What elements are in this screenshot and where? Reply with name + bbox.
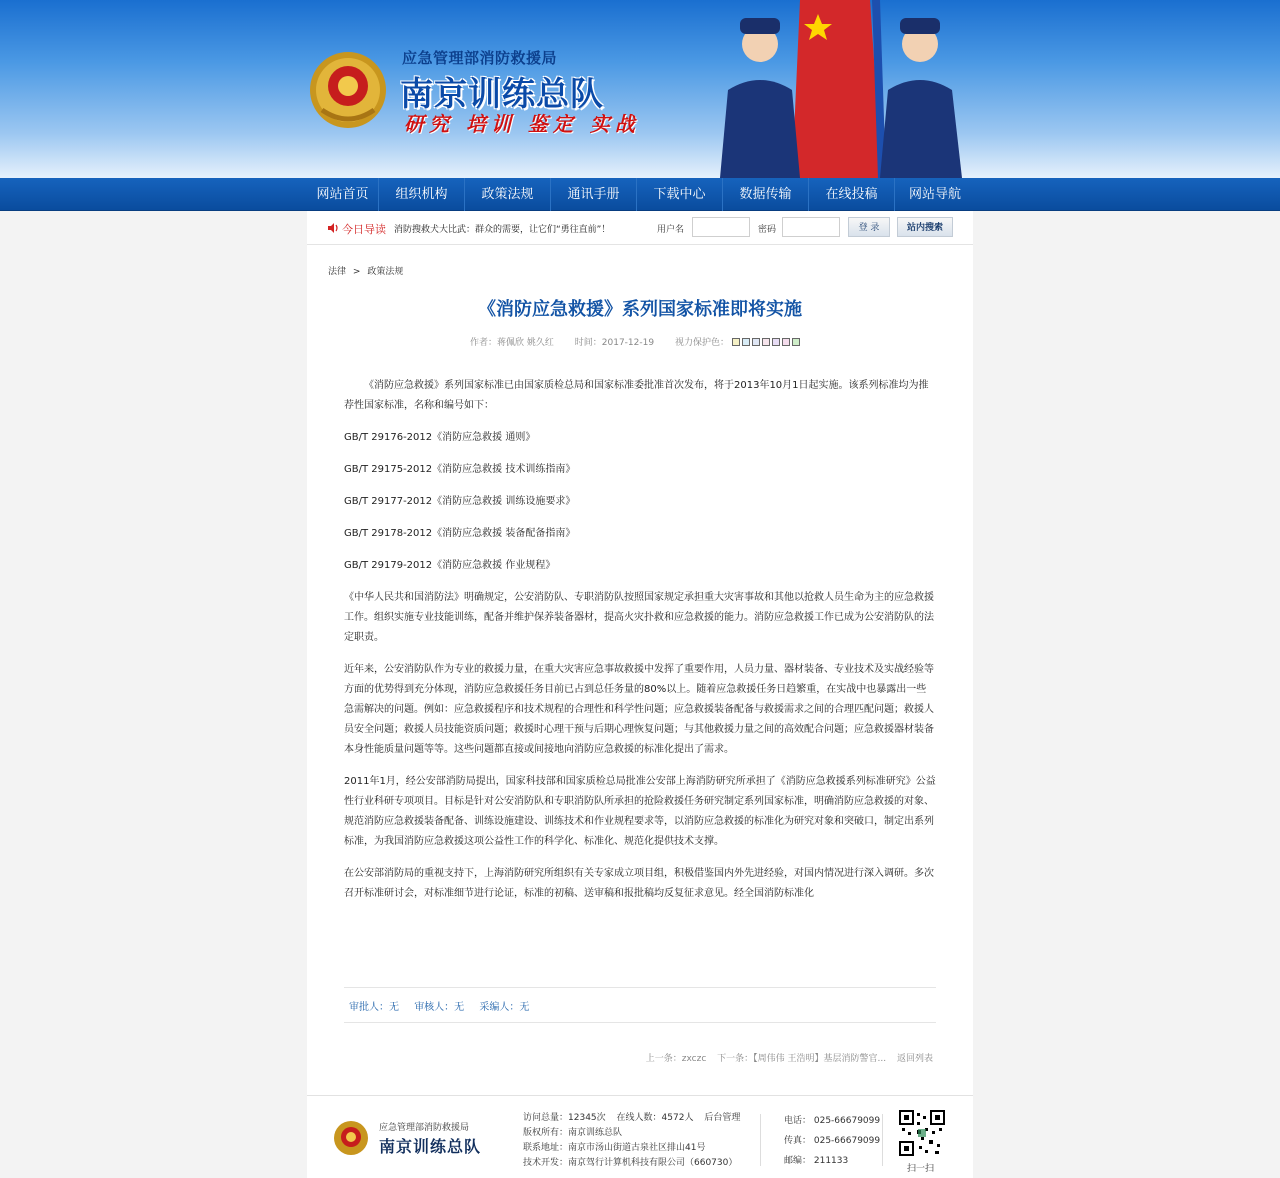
publish-time: 2017-12-19: [601, 338, 655, 348]
qr-code-icon: [899, 1110, 945, 1156]
zip: 邮编： 211133: [784, 1156, 849, 1166]
nav-downloads[interactable]: 下载中心: [637, 178, 723, 211]
footer-divider: [882, 1114, 883, 1166]
eye-protection-swatches: [732, 338, 802, 348]
article-meta: [470, 335, 802, 348]
eye-protection-label: 视力保护色：: [674, 338, 729, 348]
footer-contact: [784, 1111, 880, 1171]
standard-item: GB/T 29175-2012《消防应急救援 技术训练指南》: [344, 464, 576, 475]
eye-color-swatch[interactable]: [782, 338, 790, 346]
nav-policy[interactable]: 政策法规: [465, 178, 551, 211]
eye-color-swatch[interactable]: [742, 338, 750, 346]
standard-item: GB/T 29176-2012《消防应急救援 通则》: [344, 432, 536, 443]
article-paragraph: 2011年1月，经公安部消防局提出，国家科技部和国家质检总局批准公安部上海消防研究所承担了《消防应急救援系列标准研究》公益性行业科研专项项目。目标是针对公安消防队和专职消防队所承担的抢险救援任务研究制定系列国家标准，明确消防应急救援的对象、规范消防应急救援装备配备、训练设施建设、训练技术和作业规程要求等，以消防应急救援的标准化为研究对象和突破口，制定出系列标准，为我国消防应急救援这项公益性工作的科学化、标准化、规范化提供技术支撑。: [344, 776, 936, 847]
today-news-link[interactable]: 消防搜救犬大比武：群众的需要，让它们“勇往直前”！: [394, 225, 611, 235]
footer-emblem-icon: [333, 1120, 369, 1156]
online-count: 4572人: [661, 1113, 694, 1123]
article-paragraph: 《中华人民共和国消防法》明确规定，公安消防队、专职消防队按照国家规定承担重大灾害事故和其他以抢救人员生命为主的应急救援工作。组织实施专业技能训练，配备并维护保养装备器材，提高火灾扑救和应急救援的能力。消防应急救援工作已成为公安消防队的法定职责。: [344, 592, 934, 643]
footer-info: [523, 1111, 748, 1171]
admin-link[interactable]: 后台管理: [704, 1113, 741, 1123]
top-bar: [307, 211, 973, 245]
site-header: [0, 0, 1280, 178]
site-slogan: 研究 培训 鉴定 实战: [404, 112, 640, 136]
fire-rescue-emblem-icon: [306, 48, 390, 134]
standard-item: GB/T 29177-2012《消防应急救援 训练设施要求》: [344, 496, 576, 507]
honor-guard-banner-image: [700, 0, 980, 178]
qr-label: 扫一扫: [907, 1164, 935, 1174]
breadcrumb-policy[interactable]: 政策法规: [367, 267, 404, 277]
article-paragraph: 在公安部消防局的重视支持下，上海消防研究所组织有关专家成立项目组，积极借鉴国内外先进经验，对国内情况进行深入调研。多次召开标准研讨会，对标准细节进行论证，标准的初稿、送审稿和报批稿均反复征求意见。经全国消防标准化: [344, 868, 934, 899]
login-button[interactable]: 登 录: [848, 217, 890, 237]
article-pager: [638, 1051, 933, 1064]
footer-org: 应急管理部消防救援局: [379, 1123, 470, 1133]
visits-count: 12345次: [568, 1113, 606, 1123]
site-brand: 南京训练总队: [400, 74, 604, 113]
breadcrumb: [328, 264, 407, 277]
article-paragraph: 近年来，公安消防队作为专业的救援力量，在重大灾害应急事故救援中发挥了重要作用，人员力量、器材装备、专业技术及实战经验等方面的优势得到充分体现，消防应急救援任务目前已占到总任务量的80%以上。随着应急救援任务日趋繁重，在实战中也暴露出一些急需解决的问题。例如：应急救援程序和技术规程的合理性和科学性问题；应急救援装备配备与救援需求之间的合理匹配问题；救援人员安全问题；救援人员技能资质问题；救援时心理干预与后期心理恢复问题；与其他救援力量之间的高效配合问题；应急救援器材装备本身性能质量问题等等。这些问题都直接或间接地向消防应急救援的标准化提出了需求。: [344, 664, 934, 755]
editor: 采编人：无: [479, 1002, 530, 1013]
article-paragraph: 《消防应急救援》系列国家标准已由国家质检总局和国家标准委批准首次发布，将于2013年10月1日起实施。该系列标准均为推荐性国家标准，名称和编号如下：: [344, 380, 929, 411]
time-label: 时间：: [574, 338, 602, 348]
eye-color-swatch[interactable]: [752, 338, 760, 346]
footer-divider: [760, 1114, 761, 1166]
nav-home[interactable]: 网站首页: [307, 178, 379, 211]
address: 联系地址：南京市汤山街道古泉社区排山41号: [523, 1143, 706, 1153]
next-article-link[interactable]: 下一条：【周伟伟 王浩明】基层消防警官...: [717, 1054, 887, 1064]
breadcrumb-separator: >: [352, 267, 361, 277]
eye-color-swatch[interactable]: [762, 338, 770, 346]
phone: 电话： 025-66679099: [784, 1116, 881, 1126]
prev-article-link[interactable]: 上一条：zxczc: [645, 1054, 707, 1064]
main-content: [307, 211, 973, 1178]
eye-color-swatch[interactable]: [792, 338, 800, 346]
standard-item: GB/T 29179-2012《消防应急救援 作业规程》: [344, 560, 556, 571]
breadcrumb-law[interactable]: 法律: [328, 267, 347, 277]
standard-item: GB/T 29178-2012《消防应急救援 装备配备指南》: [344, 528, 576, 539]
visits-label: 访问总量：: [523, 1113, 569, 1123]
speaker-icon: [327, 222, 339, 234]
online-label: 在线人数：: [616, 1113, 662, 1123]
today-reading-label: 今日导读: [342, 223, 386, 236]
password-label: 密码: [758, 225, 777, 235]
fax: 传真： 025-66679099: [784, 1136, 881, 1146]
username-label: 用户名: [657, 225, 685, 235]
nav-submit[interactable]: 在线投稿: [809, 178, 895, 211]
article-body: [344, 376, 936, 966]
developer: 技术开发：南京驾行计算机科技有限公司（660730）: [523, 1158, 738, 1168]
article-title: 《消防应急救援》系列国家标准即将实施: [478, 299, 802, 320]
site-footer: [307, 1095, 973, 1178]
nav-sitemap[interactable]: 网站导航: [908, 187, 961, 202]
author-label: 作者：: [470, 338, 498, 348]
approvers-bar: [344, 987, 936, 1023]
eye-color-swatch[interactable]: [772, 338, 780, 346]
username-input[interactable]: [692, 217, 750, 237]
footer-brand: 南京训练总队: [379, 1137, 482, 1156]
reviewer: 审核人：无: [414, 1002, 465, 1013]
copyright: 版权所有：南京训练总队: [523, 1128, 623, 1138]
back-to-list-link[interactable]: 返回列表: [896, 1054, 933, 1064]
password-input[interactable]: [782, 217, 840, 237]
approver: 审批人：无: [349, 1002, 399, 1013]
site-search-button[interactable]: 站内搜索: [897, 217, 953, 237]
author: 蒋佩欣 姚久红: [497, 338, 554, 348]
main-nav: [0, 178, 1280, 211]
org-name: 应急管理部消防救援局: [402, 49, 558, 67]
nav-data-transfer[interactable]: 数据传输: [723, 178, 809, 211]
eye-color-swatch[interactable]: [732, 338, 740, 346]
nav-organization[interactable]: 组织机构: [379, 178, 465, 211]
nav-directory[interactable]: 通讯手册: [551, 178, 637, 211]
